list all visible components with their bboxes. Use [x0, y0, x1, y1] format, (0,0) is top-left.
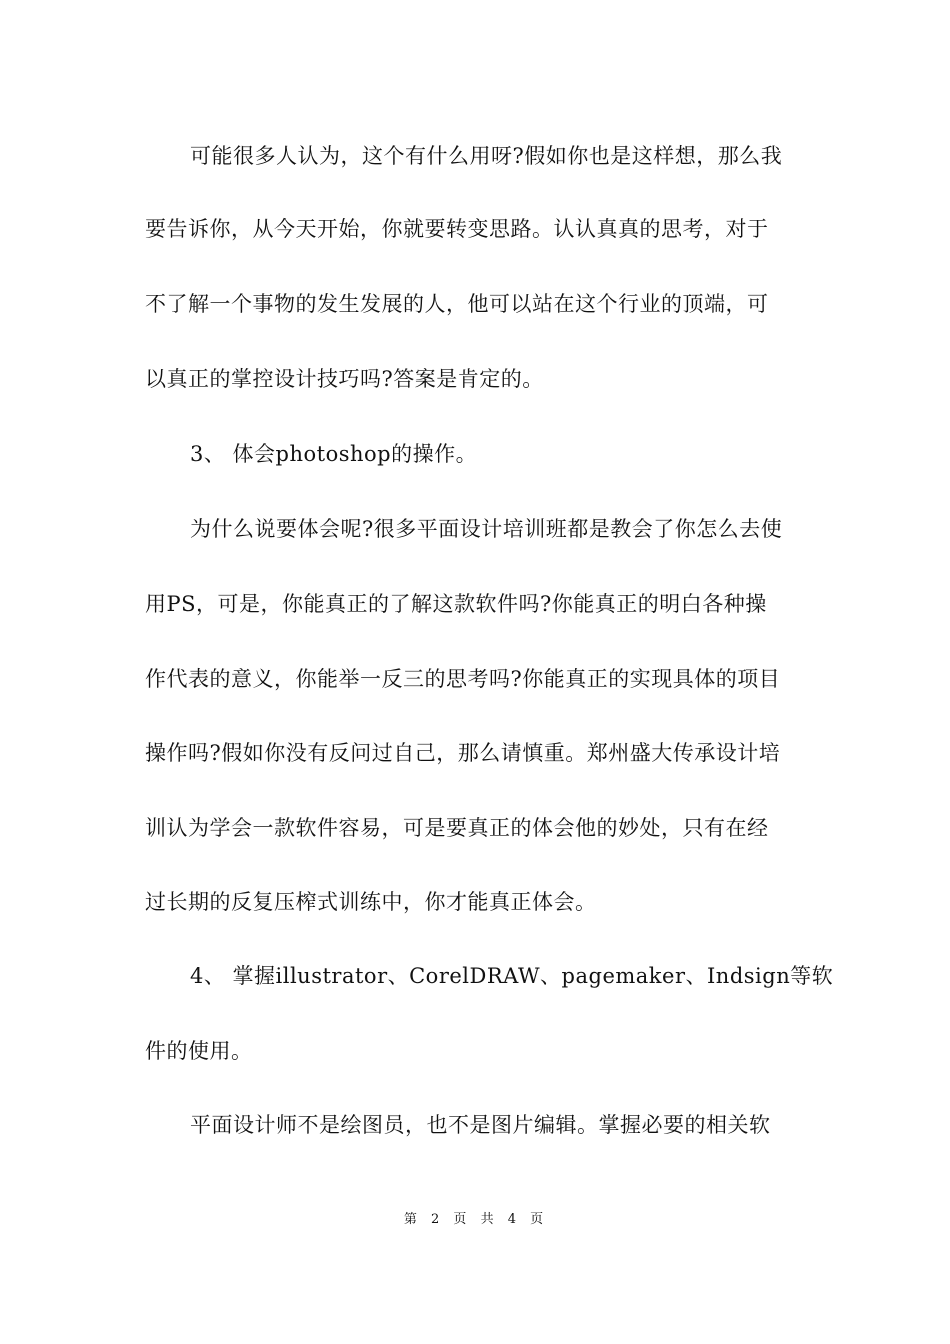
footer-total-pages: 4	[507, 1212, 519, 1227]
paragraph-1-line-2: 要告诉你，从今天开始，你就要转变思路。认认真真的思考，对于	[145, 217, 769, 241]
heading-3: 3、 体会photoshop的操作。	[190, 442, 478, 466]
paragraph-2-line-6: 过长期的反复压榨式训练中，你才能真正体会。	[145, 890, 597, 914]
footer-suffix: 页	[530, 1212, 547, 1227]
paragraph-1-line-1: 可能很多人认为，这个有什么用呀?假如你也是这样想，那么我	[190, 144, 783, 168]
paragraph-2-line-1: 为什么说要体会呢?很多平面设计培训班都是教会了你怎么去使	[190, 517, 783, 541]
paragraph-1-line-4: 以真正的掌控设计技巧吗?答案是肯定的。	[145, 367, 544, 391]
page-footer	[0, 1208, 950, 1227]
footer-total-word: 共	[480, 1212, 497, 1227]
paragraph-2-line-4: 操作吗?假如你没有反问过自己，那么请慎重。郑州盛大传承设计培	[145, 741, 781, 765]
footer-prefix: 第	[403, 1212, 420, 1227]
footer-page-word: 页	[453, 1212, 470, 1227]
paragraph-2-line-3: 作代表的意义，你能举一反三的思考吗?你能真正的实现具体的项目	[145, 667, 781, 691]
paragraph-2-line-2: 用PS，可是，你能真正的了解这款软件吗?你能真正的明白各种操	[145, 592, 767, 616]
paragraph-3-line-1: 平面设计师不是绘图员，也不是图片编辑。掌握必要的相关软	[190, 1113, 771, 1137]
paragraph-2-line-5: 训认为学会一款软件容易，可是要真正的体会他的妙处，只有在经	[145, 816, 769, 840]
footer-current-page: 2	[430, 1212, 443, 1227]
paragraph-1-line-3: 不了解一个事物的发生发展的人，他可以站在这个行业的顶端，可	[145, 292, 769, 316]
heading-4-line-2: 件的使用。	[145, 1039, 253, 1063]
heading-4-line-1: 4、 掌握illustrator、CorelDRAW、pagemaker、Indsign等软	[190, 964, 834, 988]
